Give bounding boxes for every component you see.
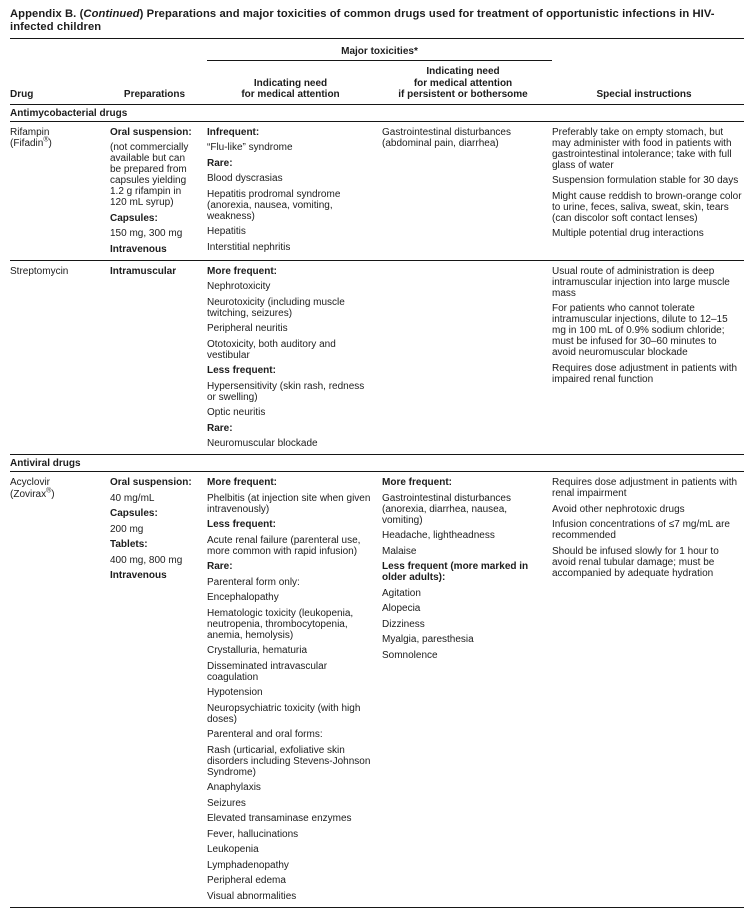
drug-name-cell xyxy=(10,127,110,255)
instruction-paragraph: Suspension formulation stable for 30 days xyxy=(552,175,739,186)
toxicity-item: Phelbitis (at injection site when given intravenously) xyxy=(207,492,371,515)
category-label: Oral suspension: xyxy=(110,477,192,488)
toxicity-item: Neuropsychiatric toxicity (with high doses) xyxy=(207,702,361,725)
toxicity-persistent-bothersome-cell xyxy=(382,477,552,902)
instruction-paragraph: Requires dose adjustment in patients with renal impairment xyxy=(552,477,738,499)
column-header-row xyxy=(10,61,744,105)
instruction-paragraph: Should be infused slowly for 1 hour to avoid renal tubular damage; must be accompanied by adequate hydration xyxy=(552,545,719,579)
title-rule xyxy=(10,38,744,39)
registered-mark: ® xyxy=(46,487,52,495)
category-label: Less frequent: xyxy=(207,365,276,376)
toxicity-item: Hypersensitivity (skin rash, redness or swelling) xyxy=(207,380,365,403)
toxicity-item: Myalgia, paresthesia xyxy=(382,634,474,645)
toxicity-item: Ototoxicity, both auditory and vestibular xyxy=(207,338,336,361)
page-title-prefix: Appendix B. ( xyxy=(10,8,84,20)
section-header: Antiviral drugs xyxy=(10,455,744,472)
toxicity-item: Parenteral form only: xyxy=(207,576,300,588)
toxicity-item: Peripheral neuritis xyxy=(207,323,288,334)
category-label: More frequent: xyxy=(382,477,452,488)
toxicity-item: Leukopenia xyxy=(207,844,259,855)
toxicity-item: (not commercially available but can be prepared from capsules yielding 1.2 g rifampin in 120 mL syrup) xyxy=(110,142,189,208)
toxicity-item: Gastrointestinal disturbances (abdominal pain, diarrhea) xyxy=(382,126,511,149)
col-header-line: for medical attention xyxy=(413,77,513,89)
toxicity-item: Somnolence xyxy=(382,649,438,661)
category-label: Rare: xyxy=(207,157,233,169)
category-label: More frequent: xyxy=(207,265,277,277)
instruction-paragraph: Might cause reddish to brown-orange color to urine, feces, saliva, sweat, skin, tears (can discolor soft contact lenses) xyxy=(552,190,742,224)
drug-row xyxy=(10,261,744,455)
toxicity-item: Alopecia xyxy=(382,603,421,614)
col-header-persistent xyxy=(382,66,552,101)
toxicity-item: Lymphadenopathy xyxy=(207,859,289,871)
category-label: Capsules: xyxy=(110,508,158,519)
drug-name: Acyclovir xyxy=(10,477,51,488)
span-header-row xyxy=(10,46,744,61)
toxicity-item: Hepatitis xyxy=(207,226,246,237)
toxicity-item: Rash (urticarial, exfoliative skin disorders including Stevens-Johnson Syndrome) xyxy=(207,744,371,778)
category-label: Less frequent: xyxy=(207,519,276,530)
page-title-suffix: ) Preparations and major toxicities of common drugs used for treatment of opportunistic infections in HIV-infected children xyxy=(10,8,715,33)
toxicity-medical-attention-cell xyxy=(207,266,382,450)
table-section xyxy=(10,455,744,908)
toxicity-item: Optic neuritis xyxy=(207,407,266,418)
category-label: More frequent: xyxy=(207,477,277,488)
toxicity-item: Headache, lightheadness xyxy=(382,530,495,541)
drug-name: (Fifadin®) xyxy=(10,136,52,149)
category-label: Tablets: xyxy=(110,539,148,550)
toxicity-item: 150 mg, 300 mg xyxy=(110,228,183,239)
instruction-paragraph: Preferably take on empty stomach, but may administer with food in patients with gastrointestinal intolerance; take with full glass of water xyxy=(552,126,732,171)
toxicity-item: Peripheral edema xyxy=(207,875,286,886)
major-toxicities-span-header: Major toxicities* xyxy=(207,46,552,61)
toxicity-medical-attention-cell xyxy=(207,477,382,902)
col-header-attention xyxy=(207,78,382,101)
category-label: Less frequent (more marked in older adults): xyxy=(382,561,529,583)
toxicity-item: Neurotoxicity (including muscle twitching, seizures) xyxy=(207,296,345,319)
drug-name-cell xyxy=(10,266,110,450)
toxicity-item: Fever, hallucinations xyxy=(207,828,299,840)
col-header-preparations: Preparations xyxy=(123,89,186,100)
special-instructions-cell xyxy=(552,477,744,902)
category-label: Infrequent: xyxy=(207,126,260,138)
toxicity-item: Agitation xyxy=(382,587,421,599)
toxicity-item: Visual abnormalities xyxy=(207,890,297,902)
page-title-continued: Continued xyxy=(83,8,140,20)
toxicity-item: Gastrointestinal disturbances (anorexia, diarrhea, nausea, vomiting) xyxy=(382,492,511,526)
special-instructions-cell xyxy=(552,266,744,450)
toxicity-item: Hematologic toxicity (leukopenia, neutropenia, thrombocytopenia, anemia, hemolysis) xyxy=(207,607,354,641)
drug-row xyxy=(10,122,744,261)
instruction-paragraph: Multiple potential drug interactions xyxy=(552,228,704,239)
toxicity-item: Hypotension xyxy=(207,687,263,698)
toxicity-item: Nephrotoxicity xyxy=(207,281,271,292)
toxicity-item: Malaise xyxy=(382,545,417,557)
drug-name-cell xyxy=(10,477,110,902)
col-header-line: Indicating need xyxy=(253,77,328,89)
col-header-line: Indicating need xyxy=(426,66,500,77)
toxicity-item: Interstitial nephritis xyxy=(207,241,291,253)
toxicity-item: Elevated transaminase enzymes xyxy=(207,813,352,824)
instruction-paragraph: Requires dose adjustment in patients with impaired renal function xyxy=(552,362,738,385)
toxicity-persistent-bothersome-cell xyxy=(382,127,552,255)
toxicity-item: Crystalluria, hematuria xyxy=(207,645,308,656)
toxicity-persistent-bothersome-cell xyxy=(382,266,552,450)
table-section xyxy=(10,105,744,456)
instruction-paragraph: Infusion concentrations of ≤7 mg/mL are recommended xyxy=(552,519,730,541)
toxicity-item: Acute renal failure (parenteral use, more common with rapid infusion) xyxy=(207,534,361,557)
instruction-paragraph: Usual route of administration is deep intramuscular injection into large muscle mass xyxy=(552,265,730,299)
drug-name: (Zovirax®) xyxy=(10,487,55,500)
section-header: Antimycobacterial drugs xyxy=(10,105,744,122)
toxicity-item: Parenteral and oral forms: xyxy=(207,729,323,740)
col-header-drug: Drug xyxy=(10,89,34,100)
category-label: Rare: xyxy=(207,561,233,572)
toxicity-medical-attention-cell xyxy=(207,127,382,255)
preparations-cell xyxy=(110,477,207,902)
drug-row xyxy=(10,472,744,907)
table-body xyxy=(10,105,744,908)
col-header-line: if persistent or bothersome xyxy=(398,89,528,100)
toxicity-item: Disseminated intravascular coagulation xyxy=(207,660,328,683)
col-header-special: Special instructions xyxy=(596,89,692,100)
category-label: Intravenous xyxy=(110,243,167,255)
category-label: Intravenous xyxy=(110,570,167,581)
category-label: Capsules: xyxy=(110,212,158,224)
table-header xyxy=(10,46,744,105)
toxicity-item: Neuromuscular blockade xyxy=(207,438,318,449)
toxicity-item: Seizures xyxy=(207,797,246,809)
page-title xyxy=(10,8,744,34)
toxicity-item: Encephalopathy xyxy=(207,592,279,603)
toxicity-item: 400 mg, 800 mg xyxy=(110,554,183,566)
category-label: Oral suspension: xyxy=(110,126,192,138)
category-label: Intramuscular xyxy=(110,265,177,277)
toxicity-item: 40 mg/mL xyxy=(110,492,155,504)
drug-name: Streptomycin xyxy=(10,265,69,277)
toxicity-item: Anaphylaxis xyxy=(207,782,261,793)
preparations-cell xyxy=(110,127,207,255)
toxicity-item: Dizziness xyxy=(382,618,425,630)
col-header-line: for medical attention xyxy=(241,89,340,100)
drug-name: Rifampin xyxy=(10,126,50,138)
toxicity-item: “Flu-like” syndrome xyxy=(207,142,293,153)
registered-mark: ® xyxy=(43,136,49,144)
toxicity-item: 200 mg xyxy=(110,523,144,535)
instruction-paragraph: Avoid other nephrotoxic drugs xyxy=(552,503,685,515)
instruction-paragraph: For patients who cannot tolerate intramuscular injections, dilute to 12–15 mg in 100 mL of 0.9% sodium chloride; must be infused for 30–60 minutes to avoid neuromuscular blockade xyxy=(552,303,728,358)
preparations-cell xyxy=(110,266,207,450)
category-label: Rare: xyxy=(207,422,233,434)
toxicity-item: Hepatitis prodromal syndrome (anorexia, nausea, vomiting, weakness) xyxy=(207,188,341,222)
toxicity-item: Blood dyscrasias xyxy=(207,173,283,184)
special-instructions-cell xyxy=(552,127,744,255)
